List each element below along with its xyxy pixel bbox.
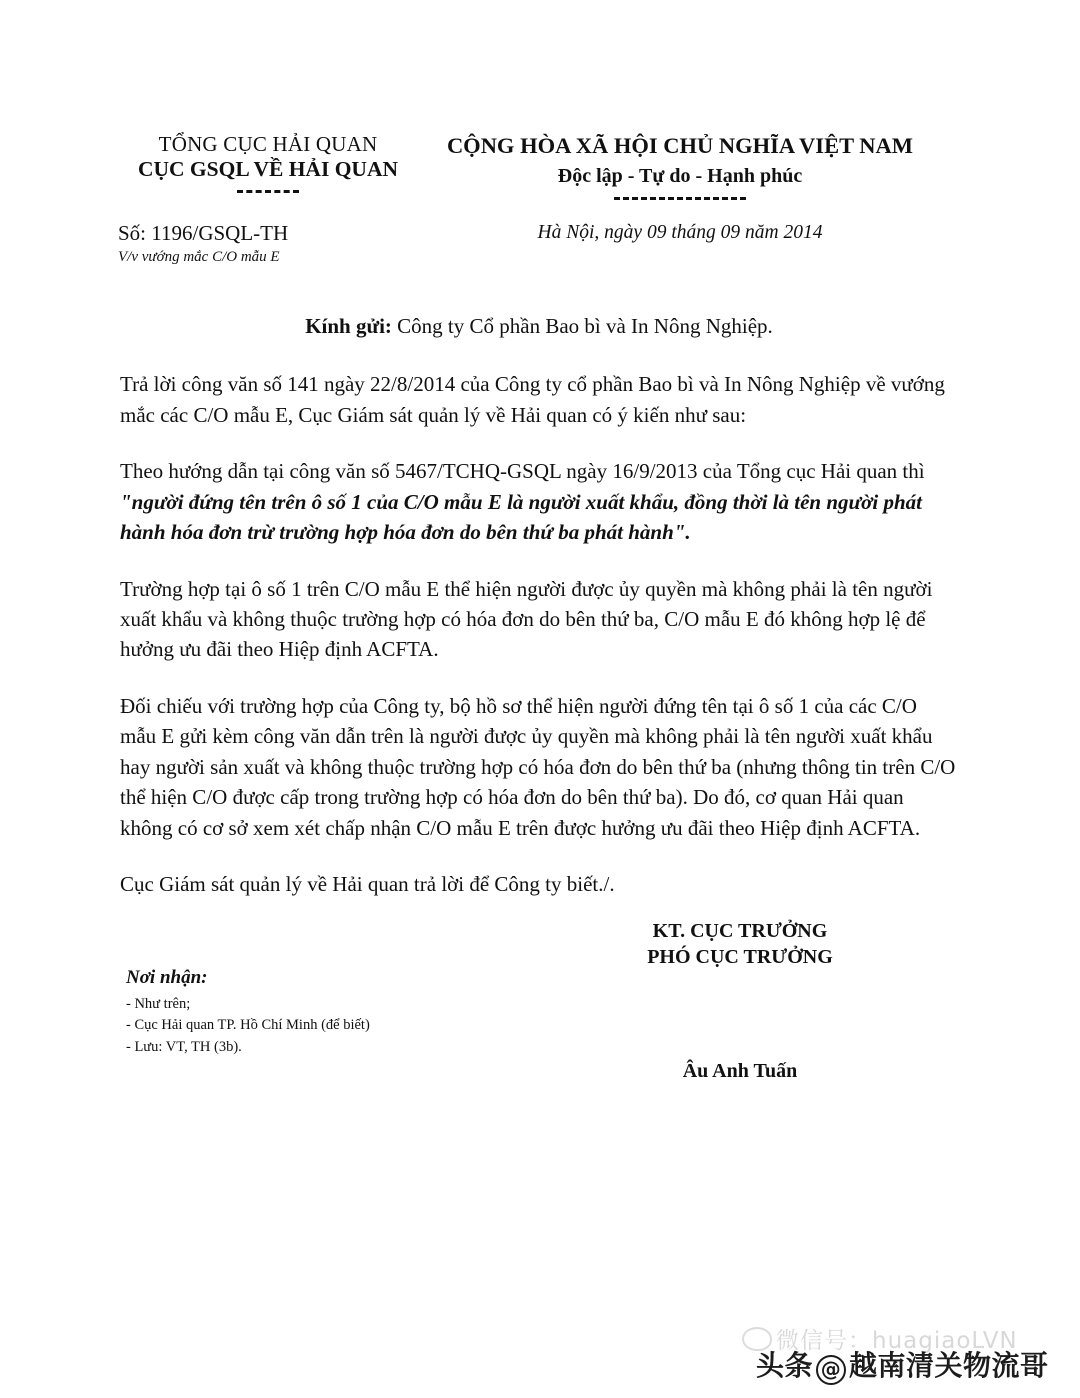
document-subject: V/v vướng mắc C/O mẫu E <box>118 249 280 266</box>
recipient-item: - Cục Hải quan TP. Hồ Chí Minh (để biết) <box>126 1017 370 1034</box>
signer-role-line-1: KT. CỤC TRƯỞNG <box>652 920 828 942</box>
issuing-organization-name: CỤC GSQL VỀ HẢI QUAN <box>137 156 399 181</box>
salutation <box>120 312 958 341</box>
paragraph-2-intro: Theo hướng dẫn tại công văn số 5467/TCHQ-GSQL ngày 16/9/2013 của Tổng cục Hải quan thì <box>120 459 925 484</box>
body-paragraph-3: Trường hợp tại ô số 1 trên C/O mẫu E thể hiện người được ủy quyền mà không phải là tên người xuất khẩu và không thuộc trường hợp có hóa đơn do bên thứ ba, C/O mẫu E đó không hợp lệ để hưởng ưu đãi theo Hiệp định ACFTA. <box>120 576 933 662</box>
recipient-item: - Lưu: VT, TH (3b). <box>126 1039 242 1056</box>
national-title: CỘNG HÒA XÃ HỘI CHỦ NGHĨA VIỆT NAM <box>446 133 914 158</box>
signature-block <box>560 918 920 970</box>
recipient-item: - Như trên; <box>126 995 191 1012</box>
dateline: Hà Nội, ngày 09 tháng 09 năm 2014 <box>537 222 823 243</box>
header-divider-left <box>237 190 299 193</box>
toutiao-watermark <box>756 1344 1049 1384</box>
toutiao-watermark-handle: 越南清关物流哥 <box>849 1349 1049 1382</box>
body-paragraph-4: Đối chiếu với trường hợp của Công ty, bộ hồ sơ thể hiện người đứng tên tại ô số 1 của các C/O mẫu E gửi kèm công văn dẫn trên là người được ủy quyền mà không phải là tên người xuất khẩu hay người sản xuất và không thuộc trường hợp có hóa đơn do bên thứ ba (nhưng thông tin trên C/O thể hiện C/O được cấp trong trường hợp có hóa đơn do bên thứ ba). Do đó, cơ quan Hải quan không có cơ sở xem xét chấp nhận C/O mẫu E trên được hưởng ưu đãi theo Hiệp định ACFTA. <box>120 693 956 840</box>
body-paragraph-1: Trả lời công văn số 141 ngày 22/8/2014 của Công ty cổ phần Bao bì và In Nông Nghiệp về vướng mắc các C/O mẫu E, Cục Giám sát quản lý về Hải quan có ý kiến như sau: <box>120 372 945 427</box>
wechat-watermark-text: 微信号：huagiaoLVN <box>776 1328 1018 1354</box>
salutation-label: Kính gửi: <box>305 314 392 338</box>
document-number: Số: 1196/GSQL-TH <box>118 221 289 245</box>
salutation-recipient: Công ty Cổ phần Bao bì và In Nông Nghiệp. <box>397 314 773 338</box>
recipients-block <box>126 966 606 1059</box>
body-paragraph-2 <box>120 456 958 547</box>
header-divider-right <box>614 197 746 200</box>
toutiao-watermark-prefix: 头条 <box>756 1349 814 1382</box>
document-body <box>120 312 958 926</box>
paragraph-2-quoted-text: "người đứng tên trên ô số 1 của C/O mẫu E là người xuất khẩu, đồng thời là tên người phát hành hóa đơn trừ trường hợp hóa đơn do bên thứ ba phát hành". <box>120 489 922 545</box>
national-motto: Độc lập - Tự do - Hạnh phúc <box>557 165 803 187</box>
national-heading-block <box>430 132 930 200</box>
parent-organization-name: TỔNG CỤC HẢI QUAN <box>158 132 378 156</box>
signer-role-line-2: PHÓ CỤC TRƯỞNG <box>647 946 833 968</box>
at-sign-icon: @ <box>816 1355 846 1385</box>
recipients-title: Nơi nhận: <box>126 967 208 988</box>
issuing-authority-block <box>118 132 418 193</box>
body-paragraph-5-closing: Cục Giám sát quản lý về Hải quan trả lời để Công ty biết./. <box>120 872 615 897</box>
signer-name: Âu Anh Tuấn <box>682 1060 798 1082</box>
